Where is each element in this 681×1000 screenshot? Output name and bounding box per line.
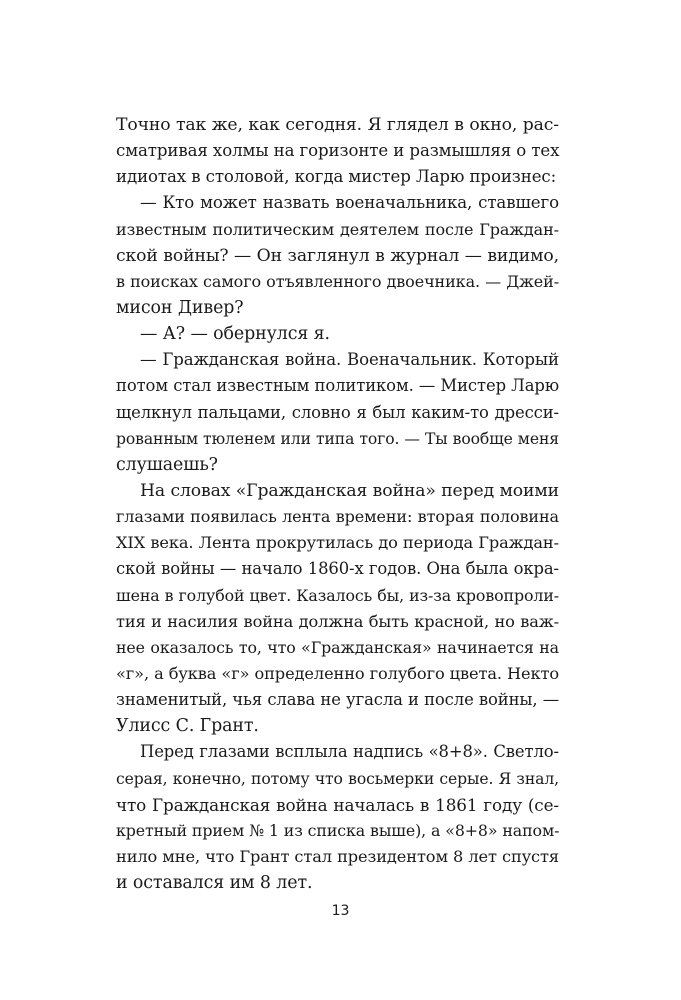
- text-line: шена в голубой цвет. Казалось бы, из-за кровопроли-: [116, 585, 559, 605]
- text-line: нило мне, что Грант стал президентом 8 лет спустя: [116, 846, 559, 866]
- text-line: известным политическим деятелем после Граждан-: [116, 219, 559, 239]
- text-line: идиотах в столовой, когда мистер Ларю произнес:: [116, 167, 557, 187]
- text-line: сматривая холмы на горизонте и размышляя о тех: [116, 141, 560, 161]
- text-line: кретный прием № 1 из списка выше), а «8+8» напом-: [116, 820, 560, 840]
- text-line: нее оказалось то, что «Гражданская» начинается на: [116, 637, 559, 657]
- text-line: XIX века. Лента прокрутилась до периода Граждан-: [116, 533, 559, 553]
- text-line: — Гражданская война. Военачальник. Который: [140, 350, 559, 370]
- text-line: слушаешь?: [116, 454, 218, 475]
- text-line: что Гражданская война началась в 1861 году (се-: [116, 794, 559, 815]
- text-line: и оставался им 8 лет.: [116, 873, 313, 894]
- text-line: «г», а буква «г» определенно голубого цвета. Некто: [116, 663, 559, 683]
- text-line: — Кто может назвать военачальника, ставшего: [140, 193, 559, 213]
- text-line: — А? — обернулся я.: [140, 324, 330, 345]
- text-line: Улисс С. Грант.: [116, 716, 259, 737]
- text-line: ской войны? — Он заглянул в журнал — видимо,: [116, 245, 559, 266]
- text-line: в поисках самого отъявленного двоечника. — Джей-: [116, 271, 559, 291]
- text-line: тия и насилия война должна быть красной, но важ-: [116, 611, 559, 631]
- text-line: глазами появилась лента времени: вторая половина: [116, 507, 559, 527]
- text-line: щелкнул пальцами, словно я был каким-то дресси-: [116, 402, 559, 422]
- text-line: рованным тюленем или типа того. — Ты вообще меня: [116, 429, 559, 448]
- text-line: ской войны — начало 1860-х годов. Она была окра-: [116, 559, 559, 579]
- text-line: потом стал известным политиком. — Мистер Ларю: [116, 376, 559, 396]
- page-text-block: [116, 112, 559, 896]
- text-line: Перед глазами всплыла надпись «8+8». Светло-: [140, 742, 559, 762]
- text-line: На словах «Гражданская война» перед моими: [140, 480, 559, 501]
- text-line: мисон Дивер?: [116, 297, 244, 318]
- text-line: знаменитый, чья слава не угасла и после войны, —: [116, 690, 559, 710]
- text-line: серая, конечно, потому что восьмерки серые. Я знал,: [116, 769, 559, 788]
- page-number: 13: [331, 903, 350, 919]
- text-line: Точно так же, как сегодня. Я глядел в окно, рас-: [116, 115, 559, 135]
